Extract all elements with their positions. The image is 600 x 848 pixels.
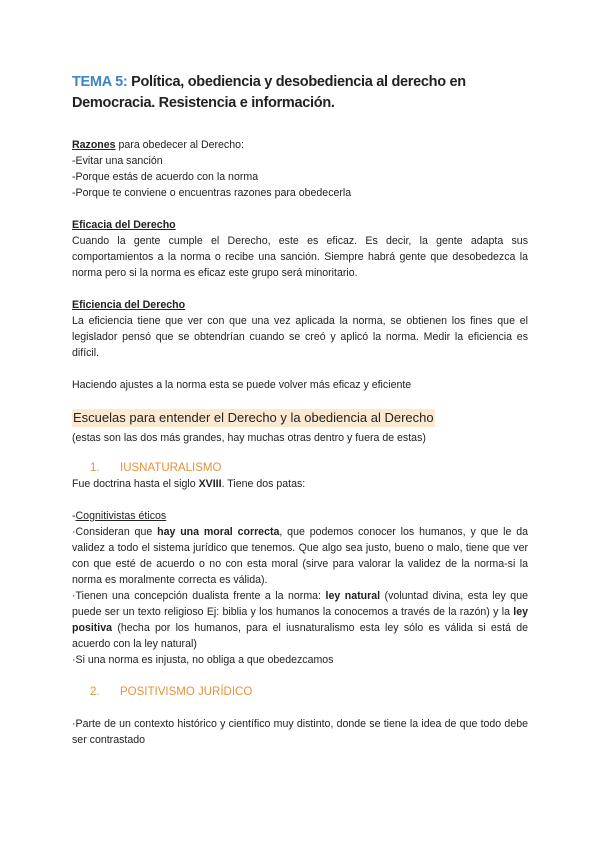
eficacia-body: Cuando la gente cumple el Derecho, este es eficaz. Es decir, la gente adapta sus comportamientos a la norma o recibe una sanción. Siempre habrá gente que desobedezca la norma pero si la norma es eficaz este grupo será minoritario. <box>72 235 528 279</box>
cognitivistas-paragraph-3: ·Si una norma es injusta, no obliga a que obedezcamos <box>72 654 334 666</box>
eficacia-heading: Eficacia del Derecho <box>72 219 176 231</box>
p2-ley-positiva: ley positiva <box>72 606 528 634</box>
intro-text-c: . Tiene dos patas: <box>221 478 306 490</box>
iusnaturalismo-intro-block <box>72 476 528 492</box>
positivismo-paragraph-1: ·Parte de un contexto histórico y científico muy distinto, donde se tiene la idea de que todo debe ser contrastado <box>72 718 528 746</box>
p1-emphasis: hay una moral correcta <box>157 526 280 538</box>
positivismo-number: 2. <box>90 686 100 698</box>
positivismo-section <box>72 716 528 748</box>
p2-ley-natural: ley natural <box>325 590 381 602</box>
positivismo-title: POSITIVISMO JURÍDICO <box>120 686 253 698</box>
razones-intro: para obedecer al Derecho: <box>115 139 244 151</box>
p2-text-a: ·Tienen una concepción dualista frente a la norma: <box>72 590 326 602</box>
iusnaturalismo-number: 1. <box>90 462 100 474</box>
list-item: -Evitar una sanción <box>72 155 163 167</box>
eficiencia-body: La eficiencia tiene que ver con que una vez aplicada la norma, se obtienen los fines que el legislador pensó que se obtendrían cuando se creó y aplicó la norma. Medir la eficiencia es difícil. <box>72 315 528 359</box>
cognitivistas-paragraph-1 <box>72 524 528 588</box>
iusnaturalismo-title: IUSNATURALISMO <box>120 462 222 474</box>
eficiencia-note: Haciendo ajustes a la norma esta se puede volver más eficaz y eficiente <box>72 379 412 391</box>
intro-century: XVIII <box>198 478 222 490</box>
document-title <box>72 72 540 114</box>
p1-text-a: ·Consideran que <box>72 526 158 538</box>
intro-text-a: Fue doctrina hasta el siglo <box>72 478 199 490</box>
title-tema-label: TEMA 5: <box>72 74 128 90</box>
cognitivistas-heading: Cognitivistas éticos <box>75 510 167 522</box>
cognitivistas-heading-line <box>72 508 528 524</box>
p2-text-e: (hecha por los humanos, para el iusnaturalismo esta ley sólo es válida si está de acuerdo con la ley natural) <box>72 622 528 650</box>
razones-section <box>72 137 528 201</box>
razones-heading-line <box>72 137 528 153</box>
cognitivistas-section <box>72 508 528 668</box>
cognitivistas-paragraph-2 <box>72 588 528 652</box>
escuelas-subtitle: (estas son las dos más grandes, hay muchas otras dentro y fuera de estas) <box>72 432 426 444</box>
escuelas-heading: Escuelas para entender el Derecho y la obediencia al Derecho <box>73 410 434 425</box>
list-item: -Porque estás de acuerdo con la norma <box>72 171 259 183</box>
eficiencia-section <box>72 297 528 361</box>
razones-heading: Razones <box>72 139 116 151</box>
eficiencia-heading: Eficiencia del Derecho <box>72 299 186 311</box>
iusnaturalismo-heading <box>90 460 221 476</box>
p1-text-c: , que podemos conocer los humanos, y que le da validez a todo el sistema jurídico que tenemos. Que algo sea justo, bueno o malo, tiene que ver con que esté de acuerdo o no con esta moral (sirve para valorar la validez de la norma-si la norma es moralmente correcta es válida). <box>72 526 528 586</box>
list-item: -Porque te conviene o encuentras razones para obedecerla <box>72 187 352 199</box>
positivismo-heading <box>90 684 252 700</box>
eficacia-section <box>72 217 528 281</box>
title-text: Política, obediencia y desobediencia al derecho en Democracia. Resistencia e información. <box>72 74 466 111</box>
eficiencia-note-block <box>72 377 528 393</box>
iusnaturalismo-intro <box>72 476 528 492</box>
p2-text-c: (voluntad divina, esta ley que puede ser un texto religioso Ej: biblia y los humanos la conocemos a través de la razón) y la <box>72 590 528 618</box>
cognitivistas-prefix: - <box>72 510 76 522</box>
